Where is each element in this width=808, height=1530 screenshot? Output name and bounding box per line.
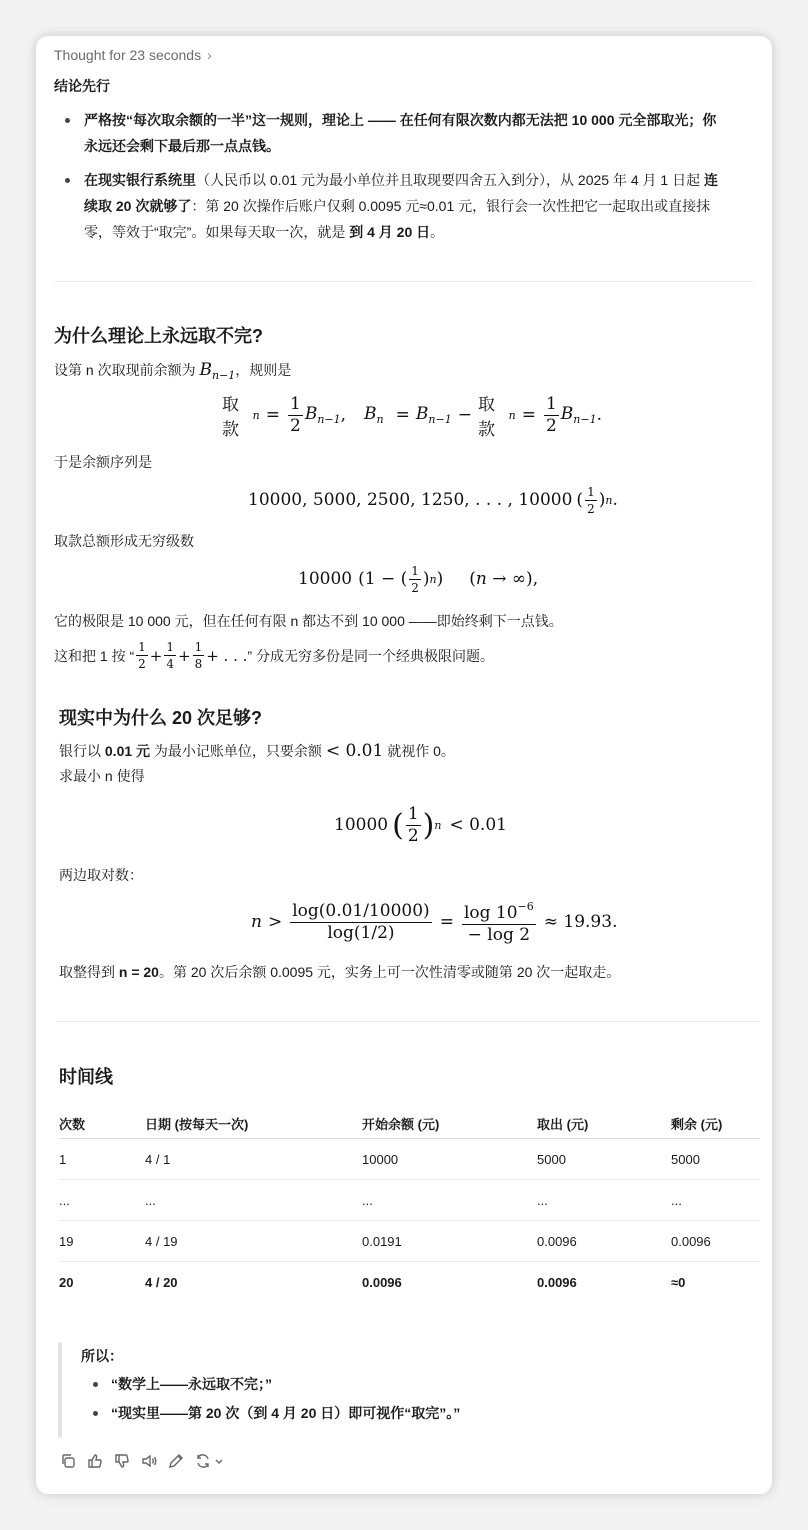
table-row: 1 4 / 1 10000 5000 5000	[59, 1152, 700, 1167]
log-intro: 两边取对数：	[59, 867, 143, 883]
bullet-dot	[65, 178, 70, 183]
bullet-dot	[93, 1382, 98, 1387]
equation-inequality: 10000 ( $\frac{1}{2}$ ) n < 0.01	[334, 803, 507, 846]
quote-item-2: “现实里——第 20 次（到 4 月 20 日）即可视作“取完”。”	[111, 1405, 461, 1421]
thumbs-up-icon[interactable]	[86, 1452, 104, 1470]
sum-intro: 取款总额形成无穷级数	[54, 533, 194, 549]
thought-toggle[interactable]	[54, 47, 212, 63]
summary-bullet-1: 严格按“每次取余额的一半”这一规则，理论上 —— 在任何有限次数内都无法把 10 000 元全部取光；你 永远还会剩下最后那一点点钱。	[84, 112, 717, 154]
theory-intro: 设第 n 次取现前余额为 $B_{n-1}$，规则是	[54, 360, 292, 382]
timeline-heading: 时间线	[59, 1067, 113, 1087]
timeline-table	[59, 1114, 760, 1324]
table-header-divider	[59, 1138, 760, 1139]
edit-icon[interactable]	[167, 1452, 185, 1470]
summary-bullet-2: 在现实银行系统里（人民币以 0.01 元为最小单位并且取现要四舍五入到分），从 2025 年 4 月 1 日起 连 续取 20 次就够了：第 20 次操作后账户仅剩 0.0095 元≈0.01 元，银行会一次性把它一起取出或直接抹 零，等效于“取完”。如果每天取一次，就是 到 4 月 20 日。	[84, 172, 718, 240]
bullet-dot	[93, 1411, 98, 1416]
column-header: 次数	[59, 1117, 86, 1132]
limit-text: 它的极限是 10 000 元，但在任何有限 n 都达不到 10 000 ——即始终剩下一点钱。	[54, 613, 563, 629]
table-row: 19 4 / 19 0.0191 0.0096 0.0096	[59, 1234, 711, 1249]
equation-sequence: 10000, 5000, 2500, 1250, . . . , 10000 ( $\frac{1}{2}$ ) n .	[248, 484, 618, 516]
classic-text: 这和把 1 按 “ $\frac{1}{2}$ + $\frac{1}{4}$ + $\frac{1}{8}$ + . . . ” 分成无穷多份是同一个经典极限问题。	[54, 640, 494, 671]
bullet-dot	[65, 118, 70, 123]
quote-item-1: “数学上——永远取不完；”	[111, 1376, 272, 1392]
sequence-intro: 于是余额序列是	[54, 454, 152, 470]
summary-heading: 结论先行	[54, 78, 110, 94]
column-header: 剩余 (元)	[671, 1117, 723, 1132]
column-header: 取出 (元)	[537, 1117, 589, 1132]
equation-series: 10000 (1 − ( $\frac{1}{2}$ ) n ) (n → ∞),	[298, 563, 539, 595]
row-divider	[59, 1179, 760, 1180]
reality-line-1: 银行以 0.01 元 为最小记账单位，只要余额 < 0.01 就视作 0。	[59, 741, 455, 761]
read-aloud-icon[interactable]	[140, 1452, 158, 1470]
thumbs-down-icon[interactable]	[113, 1452, 131, 1470]
equation-rule: 取款 n = $\frac{1}{2}$ $B_{n-1}$ , $B_n$ = $B_{n-1}$ − 取款 n = $\frac{1}{2}$ $B_{n-1}$ .	[222, 393, 602, 440]
table-row: ... ... ... ... ...	[59, 1193, 682, 1208]
response-card	[36, 36, 772, 1494]
reality-heading: 现实中为什么 20 次足够?	[59, 708, 263, 728]
round-text: 取整得到 n = 20。第 20 次后余额 0.0095 元，实务上可一次性清零或随第 20 次一起取走。	[59, 964, 621, 980]
reality-line-2: 求最小 n 使得	[59, 768, 145, 784]
divider	[54, 281, 754, 282]
row-divider	[59, 1261, 760, 1262]
table-row: 20 4 / 20 0.0096 0.0096 ≈0	[59, 1275, 686, 1290]
regenerate-icon[interactable]	[194, 1452, 228, 1470]
theory-heading: 为什么理论上永远取不完?	[54, 326, 263, 346]
divider	[56, 1021, 760, 1022]
blockquote-bar	[58, 1342, 62, 1438]
column-header: 开始余额 (元)	[362, 1117, 440, 1132]
thought-label: Thought for 23 seconds	[54, 47, 202, 63]
row-divider	[59, 1220, 760, 1221]
quote-title: 所以：	[81, 1348, 123, 1364]
copy-icon[interactable]	[59, 1452, 77, 1470]
column-header: 日期 (按每天一次)	[145, 1117, 249, 1132]
chevron-right-icon: ›	[207, 47, 212, 63]
equation-log: n > $\frac{\log(0.01/10000)}{\log(1/2)}$ = $\frac{\log 10^{-6}}{- \log 2}$ ≈ 19.93.	[251, 899, 618, 945]
